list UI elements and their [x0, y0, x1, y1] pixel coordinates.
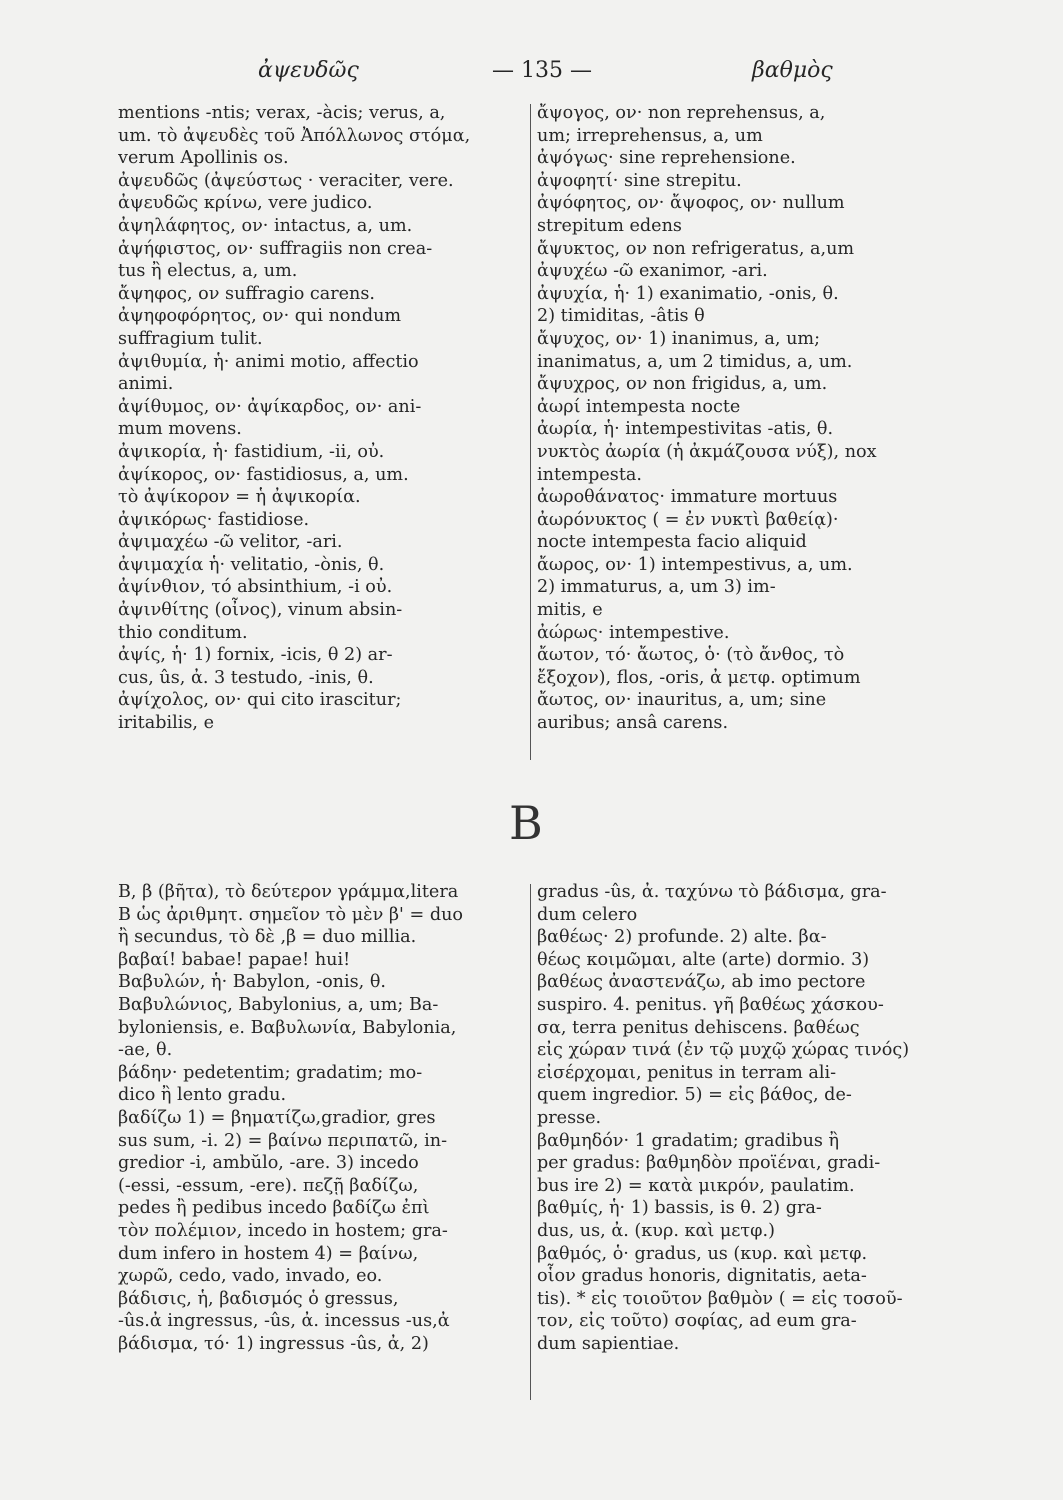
entry-line: bus ire 2) = κατὰ μικρόν, paulatim.	[537, 1175, 855, 1196]
entry-line: gradus -ûs, ἀ. ταχύνω τὸ βάδισμα, gra-	[537, 882, 887, 902]
entry-line: dico ἢ lento gradu.	[118, 1085, 287, 1106]
column-divider-bottom	[530, 884, 531, 1400]
section-letter: B	[509, 796, 543, 850]
page-number: — 135 —	[492, 58, 592, 83]
entry-line: εἰσέρχομαι, penitus in terram ali-	[537, 1062, 837, 1083]
entry-line: thio conditum.	[118, 622, 248, 643]
entry-line: suffragium tulit.	[118, 328, 263, 349]
entry-line: dum infero in hostem 4) = βαίνω,	[118, 1243, 419, 1264]
entry-line: dus, us, ἀ. (κυρ. καὶ μετφ.)	[537, 1220, 775, 1241]
entry-line: ἀψιμαχέω -ῶ velitor, -ari.	[118, 532, 343, 553]
entry-line: εἰς χώραν τινά (ἐν τῷ μυχῷ χώρας τινός)	[537, 1040, 910, 1061]
column-divider-top	[530, 104, 531, 760]
entry-line: ἀψόφητος, ον· ἄψοφος, ον· nullum	[537, 193, 845, 214]
entry-line: βαθμίς, ἡ· 1) bassis, is θ. 2) gra-	[537, 1198, 822, 1219]
entry-line: mum movens.	[118, 419, 242, 440]
entry-line: ἀψήφιστος, ον· suffragiis non crea-	[118, 238, 433, 259]
entry-line: ἀψευδῶς (ἀψεύστως · veraciter, vere.	[118, 170, 454, 191]
entry-line: B, β (βῆτα), τὸ δεύτερον γράμμα,litera	[118, 882, 459, 902]
entry-line: ἀψίκορος, ον· fastidiosus, a, um.	[118, 464, 409, 485]
entry-line: per gradus: βαθμηδὸν προϊέναι, gradi-	[537, 1153, 881, 1174]
entry-line: ἀώρως· intempestive.	[537, 622, 730, 643]
entry-line: βαθμός, ὁ· gradus, us (κυρ. καὶ μετφ.	[537, 1243, 868, 1264]
entry-line: dum celero	[537, 904, 638, 925]
entry-line: suspiro. 4. penitus. γῆ βαθέως χάσκου-	[537, 994, 884, 1015]
page-header	[0, 58, 1063, 94]
entry-line: ἀψίθυμος, ον· ἀψίκαρδος, ον· ani-	[118, 396, 422, 417]
entry-line: βαβαί! babae! papae! hui!	[118, 949, 351, 970]
entry-line: 2) timiditas, -âtis θ	[537, 306, 705, 327]
entry-line: Βαβυλών, ἡ· Babylon, -onis, θ.	[118, 972, 387, 993]
entry-line: βαθέως· 2) profunde. 2) alte. βα-	[537, 927, 827, 948]
entry-line: animi.	[118, 374, 174, 395]
entry-line: Βαβυλώνιος, Babylonius, a, um; Ba-	[118, 994, 439, 1015]
entry-line: cus, ûs, ἀ. 3 testudo, -inis, θ.	[118, 667, 374, 688]
entry-line: sus sum, -i. 2) = βαίνω περιπατῶ, in-	[118, 1130, 448, 1151]
entry-line: σα, terra penitus dehiscens. βαθέως	[537, 1017, 860, 1038]
entry-line: ἀψοφητί· sine strepitu.	[537, 170, 742, 191]
bottom-right-column	[537, 881, 957, 1355]
entry-line: ἀψίνθιον, τό absinthium, -i οὐ.	[118, 577, 393, 598]
entry-line: iritabilis, e	[118, 713, 214, 734]
entry-line: ἀψυχία, ἡ· 1) exanimatio, -onis, θ.	[537, 283, 839, 304]
bottom-left-column	[118, 881, 526, 1355]
top-left-column	[118, 102, 526, 735]
entry-line: ἢ secundus, τὸ δὲ ,β = duo millia.	[118, 927, 417, 948]
entry-line: ἀψηφοφόρητος, ον· qui nondum	[118, 306, 402, 327]
entry-line: βαθέως ἀναστενάζω, ab imo pectore	[537, 972, 866, 993]
entry-line: νυκτὸς ἀωρία (ἡ ἀκμάζουσα νύξ), nox	[537, 441, 877, 462]
entry-line: ἔξοχον), flos, -oris, ἀ μετφ. optimum	[537, 667, 861, 688]
entry-line: βάδην· pedetentim; gradatim; mo-	[118, 1062, 423, 1083]
entry-line: auribus; ansâ carens.	[537, 713, 729, 734]
entry-line: tis). * εἰς τοιοῦτον βαθμὸν ( = εἰς τοσοῦ-	[537, 1288, 903, 1309]
entry-line: τὸ ἀψίκορον = ἡ ἀψικορία.	[118, 487, 361, 508]
entry-line: ἀψευδῶς κρίνω, vere judico.	[118, 193, 373, 214]
entry-line: ἀψηλάφητος, ον· intactus, a, um.	[118, 215, 413, 236]
entry-line: mitis, e	[537, 600, 603, 621]
entry-line: inanimatus, a, um 2 timidus, a, um.	[537, 351, 853, 372]
entry-line: ἀψίς, ἡ· 1) fornix, -icis, θ 2) ar-	[118, 645, 393, 666]
entry-line: nocte intempesta facio aliquid	[537, 532, 807, 553]
entry-line: ἄψογος, ον· non reprehensus, a,	[537, 103, 826, 123]
entry-line: ἀψικορία, ἡ· fastidium, -ii, οὐ.	[118, 441, 385, 462]
entry-line: ἀψινθίτης (οἶνος), vinum absin-	[118, 600, 403, 621]
entry-line: χωρῶ, cedo, vado, invado, eo.	[118, 1266, 383, 1287]
top-right-column	[537, 102, 957, 735]
entry-line: B ὡς ἀριθμητ. σημεῖον τὸ μὲν β' = duo	[118, 904, 464, 925]
entry-line: (-essi, -essum, -ere). πεζῇ βαδίζω,	[118, 1175, 419, 1196]
entry-line: ἀψυχέω -ῶ exanimor, -ari.	[537, 261, 768, 282]
entry-line: tus ἢ electus, a, um.	[118, 261, 298, 282]
entry-line: οἷον gradus honoris, dignitatis, aeta-	[537, 1266, 867, 1287]
entry-line: ἄψυχρος, ον non frigidus, a, um.	[537, 374, 828, 395]
header-left-guide-word: ἀψευδῶς	[258, 58, 359, 83]
entry-line: strepitum edens	[537, 215, 682, 236]
entry-line: -ae, θ.	[118, 1040, 173, 1061]
entry-line: ἄψυχος, ον· 1) inanimus, a, um;	[537, 328, 821, 349]
entry-line: ἀψιθυμία, ἡ· animi motio, affectio	[118, 351, 419, 372]
entry-line: 2) immaturus, a, um 3) im-	[537, 577, 776, 598]
entry-line: ἀψιμαχία ἡ· velitatio, -ònis, θ.	[118, 554, 385, 575]
entry-line: quem ingredior. 5) = εἰς βάθος, de-	[537, 1085, 852, 1106]
entry-line: τον, εἰς τοῦτο) σοφίας, ad eum gra-	[537, 1311, 857, 1332]
entry-line: presse.	[537, 1107, 602, 1128]
entry-line: τὸν πολέμιον, incedo in hostem; gra-	[118, 1220, 448, 1241]
header-right-guide-word: βαθμὸς	[752, 58, 833, 83]
entry-line: um; irreprehensus, a, um	[537, 125, 763, 146]
entry-line: verum Apollinis os.	[118, 148, 289, 169]
entry-line: ἄωτον, τό· ἄωτος, ὁ· (τὸ ἄνθος, τὸ	[537, 645, 845, 666]
entry-line: ἀωροθάνατος· immature mortuus	[537, 487, 838, 508]
entry-line: βάδισμα, τό· 1) ingressus -ûs, ἀ, 2)	[118, 1333, 429, 1354]
entry-line: ἀωρόνυκτος ( = ἐν νυκτὶ βαθείᾳ)·	[537, 509, 839, 530]
entry-line: ἀωρία, ἡ· intempestivitas -atis, θ.	[537, 419, 834, 440]
entry-line: ἄωτος, ον· inauritus, a, um; sine	[537, 690, 827, 711]
entry-line: ἀωρί intempesta nocte	[537, 396, 741, 417]
entry-line: gredior -i, ambŭlo, -are. 3) incedo	[118, 1153, 419, 1174]
entry-line: βαδίζω 1) = βηματίζω,gradior, gres	[118, 1107, 436, 1128]
entry-line: ἄψυκτος, ον non refrigeratus, a,um	[537, 238, 855, 259]
entry-line: ἄψηφος, ον suffragio carens.	[118, 283, 375, 304]
entry-line: ἄωρος, ον· 1) intempestivus, a, um.	[537, 554, 853, 575]
entry-line: mentions -ntis; verax, -àcis; verus, a,	[118, 103, 446, 123]
entry-line: um. τὸ ἀψευδὲς τοῦ Ἀπόλλωνος στόμα,	[118, 125, 471, 146]
entry-line: intempesta.	[537, 464, 642, 485]
entry-line: ἀψόγως· sine reprehensione.	[537, 148, 796, 169]
entry-line: θέως κοιμῶμαι, alte (arte) dormio. 3)	[537, 949, 870, 970]
entry-line: ἀψικόρως· fastidiose.	[118, 509, 310, 530]
entry-line: βαθμηδόν· 1 gradatim; gradibus ἢ	[537, 1130, 840, 1151]
entry-line: βάδισις, ἡ, βαδισμός ὁ gressus,	[118, 1288, 399, 1309]
entry-line: dum sapientiae.	[537, 1333, 680, 1354]
entry-line: -ûs.ἀ ingressus, -ûs, ἀ. incessus -us,ἀ	[118, 1311, 450, 1332]
entry-line: byloniensis, e. Βαβυλωνία, Babylonia,	[118, 1017, 457, 1038]
entry-line: ἀψίχολος, ον· qui cito irascitur;	[118, 690, 402, 711]
entry-line: pedes ἢ pedibus incedo βαδίζω ἐπὶ	[118, 1198, 430, 1219]
